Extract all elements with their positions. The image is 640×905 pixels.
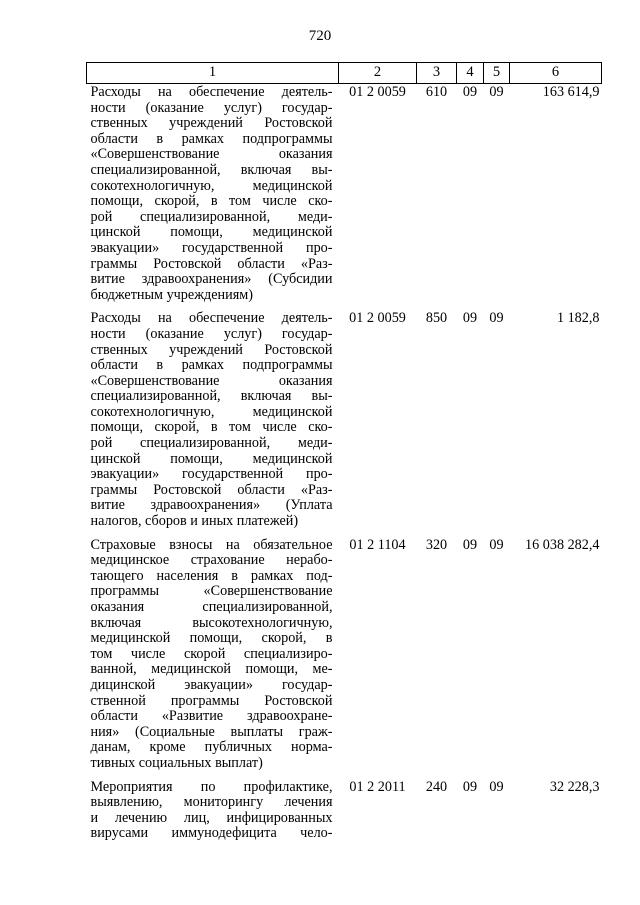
description-line: сокотехнологичную, медицинской bbox=[90, 403, 333, 420]
expense-type-code: 610 bbox=[425, 84, 448, 100]
row-description bbox=[87, 84, 339, 311]
description-line: помощи, скорой, в том числе ско- bbox=[90, 419, 333, 436]
description-line: налогов, сборов и иных платежей) bbox=[90, 513, 299, 530]
target-article-code: 01 2 1104 bbox=[349, 536, 406, 553]
amount-value: 16 038 282,4 bbox=[525, 536, 600, 553]
subsection-code: 09 bbox=[489, 310, 504, 327]
description-line: витие здравоохранения» (Уплата bbox=[90, 497, 333, 514]
description-line: ственных учреждений Ростовской bbox=[90, 115, 333, 132]
description-line: ственной программы Ростовской bbox=[90, 692, 333, 709]
header-cell-4: 4 bbox=[457, 63, 484, 84]
budget-table bbox=[86, 62, 602, 849]
description-line: дицинской эвакуации» государ- bbox=[90, 676, 333, 693]
description-line: области в рамках подпрограммы bbox=[90, 130, 333, 147]
description-line: области «Развитие здравоохране- bbox=[90, 708, 333, 725]
description-line: включая высокотехнологичную, bbox=[90, 614, 333, 631]
table-row bbox=[87, 779, 602, 849]
expense-type-code: 850 bbox=[425, 310, 448, 327]
description-line: и лечению лиц, инфицированных bbox=[90, 809, 333, 826]
target-article-code: 01 2 0059 bbox=[349, 84, 406, 100]
amount-value: 163 614,9 bbox=[542, 84, 600, 100]
description-line: том числе скорой специализиро- bbox=[90, 645, 333, 662]
description-line: витие здравоохранения» (Субсидии bbox=[90, 271, 333, 288]
header-cell-2: 2 bbox=[339, 63, 417, 84]
section-code: 09 bbox=[462, 536, 478, 553]
description-line: помощи, скорой, в том числе ско- bbox=[90, 193, 333, 210]
table-header bbox=[87, 63, 602, 84]
description-line: данам, кроме публичных норма- bbox=[90, 739, 333, 756]
description-line: Расходы на обеспечение деятель- bbox=[90, 310, 333, 327]
subsection-code: 09 bbox=[489, 778, 504, 795]
header-cell-3: 3 bbox=[417, 63, 457, 84]
target-article-code: 01 2 2011 bbox=[349, 778, 406, 795]
row-description bbox=[87, 779, 339, 849]
row-description bbox=[87, 310, 339, 536]
description-line: ванной, медицинской помощи, ме- bbox=[90, 661, 333, 678]
section-code: 09 bbox=[462, 84, 478, 100]
target-article-code: 01 2 0059 bbox=[349, 310, 406, 327]
expense-type-code: 320 bbox=[425, 536, 448, 553]
section-code: 09 bbox=[462, 778, 478, 795]
row-description bbox=[87, 537, 339, 779]
table-body bbox=[87, 84, 602, 849]
description-line: медицинской помощи, скорой, в bbox=[90, 630, 333, 647]
amount-value: 32 228,3 bbox=[549, 778, 600, 795]
table-row bbox=[87, 537, 602, 779]
description-line: специализированной, включая вы- bbox=[90, 388, 333, 405]
header-cell-6: 6 bbox=[510, 63, 602, 84]
description-line: оказания специализированной, bbox=[90, 599, 333, 615]
description-line: бюджетным учреждениям) bbox=[90, 286, 253, 303]
header-cell-5: 5 bbox=[484, 63, 510, 84]
description-line: вирусами иммунодефицита чело- bbox=[90, 825, 333, 842]
description-line: граммы Ростовской области «Раз- bbox=[90, 481, 333, 498]
section-code: 09 bbox=[462, 310, 478, 327]
description-line: цинской помощи, медицинской bbox=[90, 224, 333, 241]
description-line: ственных учреждений Ростовской bbox=[90, 341, 333, 358]
description-line: Страховые взносы на обязательное bbox=[90, 536, 333, 553]
description-line: «Совершенствование оказания bbox=[90, 146, 333, 163]
description-line: эвакуации» государственной про- bbox=[90, 466, 333, 483]
header-cell-1: 1 bbox=[87, 63, 339, 84]
description-line: эвакуации» государственной про- bbox=[90, 239, 333, 256]
description-line: специализированной, включая вы- bbox=[90, 161, 333, 178]
table-row bbox=[87, 310, 602, 536]
description-line: рой специализированной, меди- bbox=[90, 435, 333, 452]
expense-type-code: 240 bbox=[425, 778, 448, 795]
description-line: области в рамках подпрограммы bbox=[90, 357, 333, 374]
header-row bbox=[87, 63, 602, 84]
subsection-code: 09 bbox=[489, 536, 504, 553]
description-line: сокотехнологичную, медицинской bbox=[90, 177, 333, 194]
description-line: тающего населения в рамках под- bbox=[90, 567, 333, 584]
description-line: тивных социальных выплат) bbox=[90, 754, 263, 771]
amount-value: 1 182,8 bbox=[556, 310, 600, 327]
subsection-code: 09 bbox=[489, 84, 504, 100]
description-line: ности (оказание услуг) государ- bbox=[90, 99, 333, 116]
description-line: медицинское страхование нерабо- bbox=[90, 552, 333, 569]
description-line: «Совершенствование оказания bbox=[90, 372, 333, 389]
page-number: 720 bbox=[308, 28, 332, 44]
description-line: Мероприятия по профилактике, bbox=[90, 778, 333, 795]
description-line: рой специализированной, меди- bbox=[90, 208, 333, 225]
description-line: цинской помощи, медицинской bbox=[90, 450, 333, 467]
description-line: программы «Совершенствование bbox=[90, 583, 333, 600]
description-line: выявлению, мониторингу лечения bbox=[90, 794, 333, 811]
table-row bbox=[87, 84, 602, 311]
description-line: Расходы на обеспечение деятель- bbox=[90, 84, 333, 100]
description-line: ности (оказание услуг) государ- bbox=[90, 325, 333, 342]
description-line: граммы Ростовской области «Раз- bbox=[90, 255, 333, 272]
description-line: ния» (Социальные выплаты граж- bbox=[90, 723, 333, 740]
